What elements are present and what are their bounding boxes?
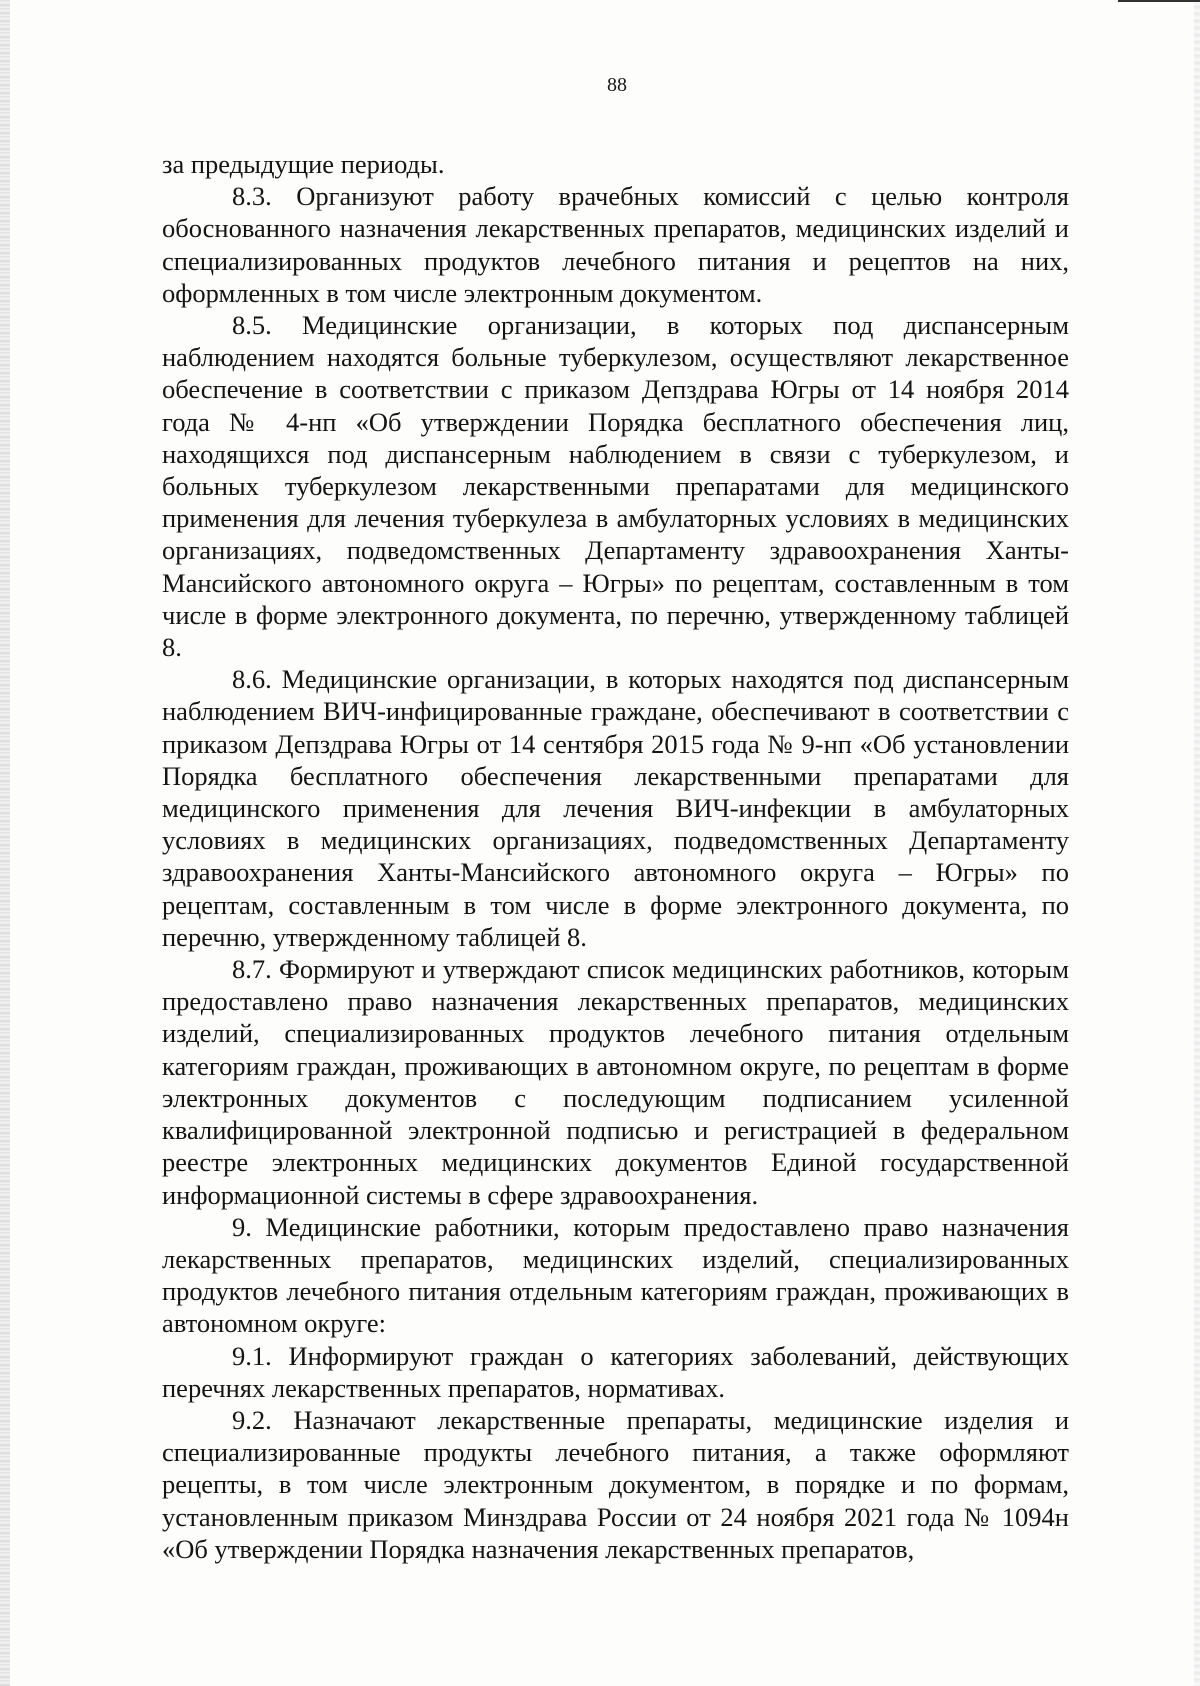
paragraph-9: 9. Медицинские работники, которым предоставлено право назначения лекарственных препаратов, медицинских изделий, специализированных продуктов лечебного питания отдельным категориям граждан, проживающих в автономном округе: bbox=[162, 1211, 1069, 1339]
paragraph-9-2: 9.2. Назначают лекарственные препараты, медицинские изделия и специализированные продукты лечебного питания, а также оформляют рецепты, в том числе электронным документом, в порядке и по формам, установленным приказом Минздрава России от 24 ноября 2021 года № 1094н «Об утверждении Порядка назначения лекарственных препаратов, bbox=[162, 1404, 1069, 1564]
paragraph-8-6: 8.6. Медицинские организации, в которых находятся под диспансерным наблюдением ВИЧ-инфицированные граждане, обеспечивают в соответствии с приказом Депздрава Югры от 14 сентября 2015 года № 9-нп «Об установлении Порядка бесплатного обеспечения лекарственными препаратами для медицинского применения для лечения ВИЧ-инфекции в амбулаторных условиях в медицинских организациях, подведомственных Департаменту здравоохранения Ханты-Мансийского автономного округа – Югры» по рецептам, составленным в том числе в форме электронного документа, по перечню, утвержденному таблицей 8. bbox=[162, 664, 1069, 952]
paragraph-8-7: 8.7. Формируют и утверждают список медицинских работников, которым предоставлено право назначения лекарственных препаратов, медицинских изделий, специализированных продуктов лечебного питания отдельным категориям граждан, проживающих в автономном округе, по рецептам в форме электронных документов с последующим подписанием усиленной квалифицированной электронной подписью и регистрацией в федеральном реестре электронных медицинских документов Единой государственной информационной системы в сфере здравоохранения. bbox=[162, 954, 1069, 1210]
page-number: 88 bbox=[607, 74, 627, 96]
paragraph-9-1: 9.1. Информируют граждан о категориях заболеваний, действующих перечнях лекарственных препаратов, нормативах. bbox=[162, 1340, 1069, 1403]
document-body bbox=[162, 148, 1069, 1565]
scan-edge-right bbox=[1194, 0, 1200, 1686]
scan-edge-left bbox=[0, 0, 10, 1686]
paragraph-8-5: 8.5. Медицинские организации, в которых под диспансерным наблюдением находятся больные туберкулезом, осуществляют лекарственное обеспечение в соответствии с приказом Депздрава Югры от 14 ноября 2014 года № 4-нп «Об утверждении Порядка бесплатного обеспечения лиц, находящихся под диспансерным наблюдением в связи с туберкулезом, и больных туберкулезом лекарственными препаратами для медицинского применения для лечения туберкулеза в амбулаторных условиях в медицинских организациях, подведомственных Департаменту здравоохранения Ханты-Мансийского автономного округа – Югры» по рецептам, составленным в том числе в форме электронного документа, по перечню, утвержденному таблицей 8. bbox=[162, 310, 1069, 663]
paragraph-8-3: 8.3. Организуют работу врачебных комиссий с целью контроля обоснованного назначения лекарственных препаратов, медицинских изделий и специализированных продуктов лечебного питания и рецептов на них, оформленных в том числе электронным документом. bbox=[162, 181, 1069, 308]
paragraph-continuation: за предыдущие периоды. bbox=[162, 149, 445, 179]
scan-top-line bbox=[1118, 0, 1200, 2]
